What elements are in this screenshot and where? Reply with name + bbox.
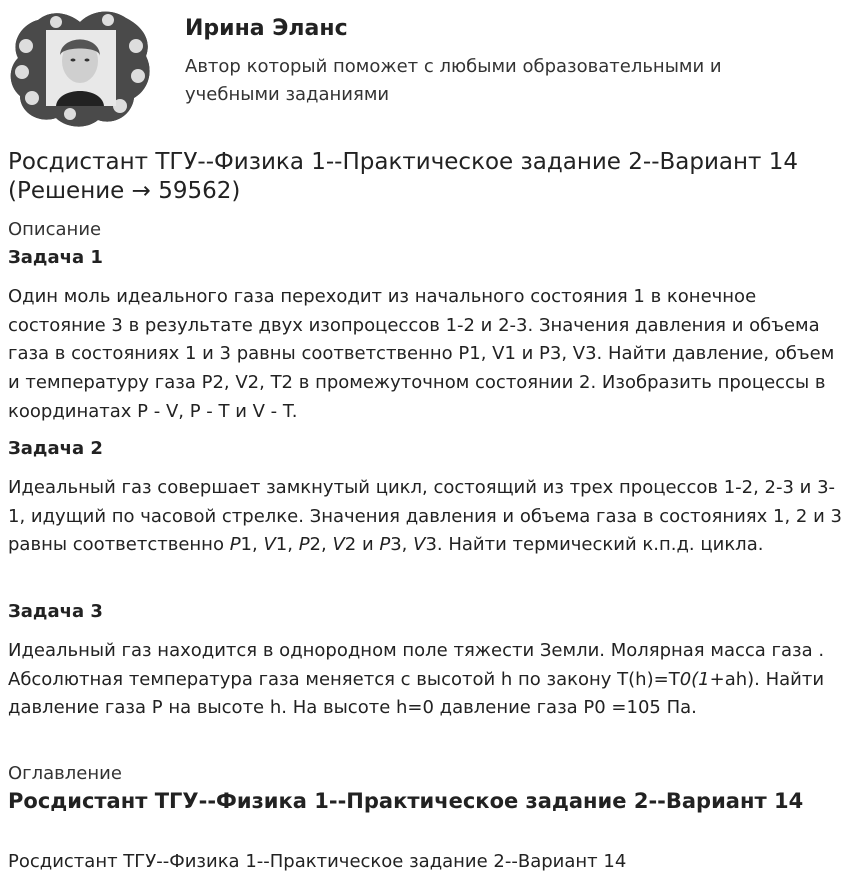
task-2-text: Идеальный газ совершает замкнутый цикл, состоящий из трех процессов 1-2, 2-3 и 3-1, идущий по часовой стрелке. Значения давления и объема газа в состояниях 1, 2 и 3 равны соответственно P1, V1, P2, V2 и P3, V3. Найти термический к.п.д. цикла. [8, 477, 842, 556]
task-1-text: Один моль идеального газа переходит из начального состояния 1 в конечное состояние 3 в результате двух изопроцессов 1-2 и 2-3. Значения давления и объема газа в состояниях 1 и 3 равны соответственно P1, V1 и P3, V3. Найти давление, объем и температуру газа P2, V2, T2 в промежуточном состоянии 2. Изобразить процессы в координатах P - V, P - T и V - T. [8, 286, 835, 422]
toc-heading: Росдистант ТГУ--Физика 1--Практическое задание 2--Вариант 14 [8, 789, 804, 813]
toc-item[interactable]: Росдистант ТГУ--Физика 1--Практическое задание 2--Вариант 14 [8, 851, 627, 872]
task-2-heading: Задача 2 [8, 438, 103, 459]
author-card [8, 6, 838, 128]
toc-label: Оглавление [8, 763, 122, 784]
task-1-heading: Задача 1 [8, 247, 103, 268]
author-avatar [8, 6, 154, 128]
task-3-heading: Задача 3 [8, 601, 103, 622]
author-name[interactable]: Ирина Эланс [185, 16, 348, 41]
task-3-text: Идеальный газ находится в однородном поле тяжести Земли. Молярная масса газа . Абсолютная температура газа меняется с высотой h по закону T(h)=T0(1+ah). Найти давление газа P на высоте h. На высоте h=0 давление газа P0 =105 Па. [8, 640, 825, 719]
document-title: Росдистант ТГУ--Физика 1--Практическое задание 2--Вариант 14 (Решение → 59562) [8, 149, 799, 204]
description-label: Описание [8, 219, 102, 240]
author-description: Автор который поможет с любыми образовательными и учебными заданиями [185, 56, 722, 105]
